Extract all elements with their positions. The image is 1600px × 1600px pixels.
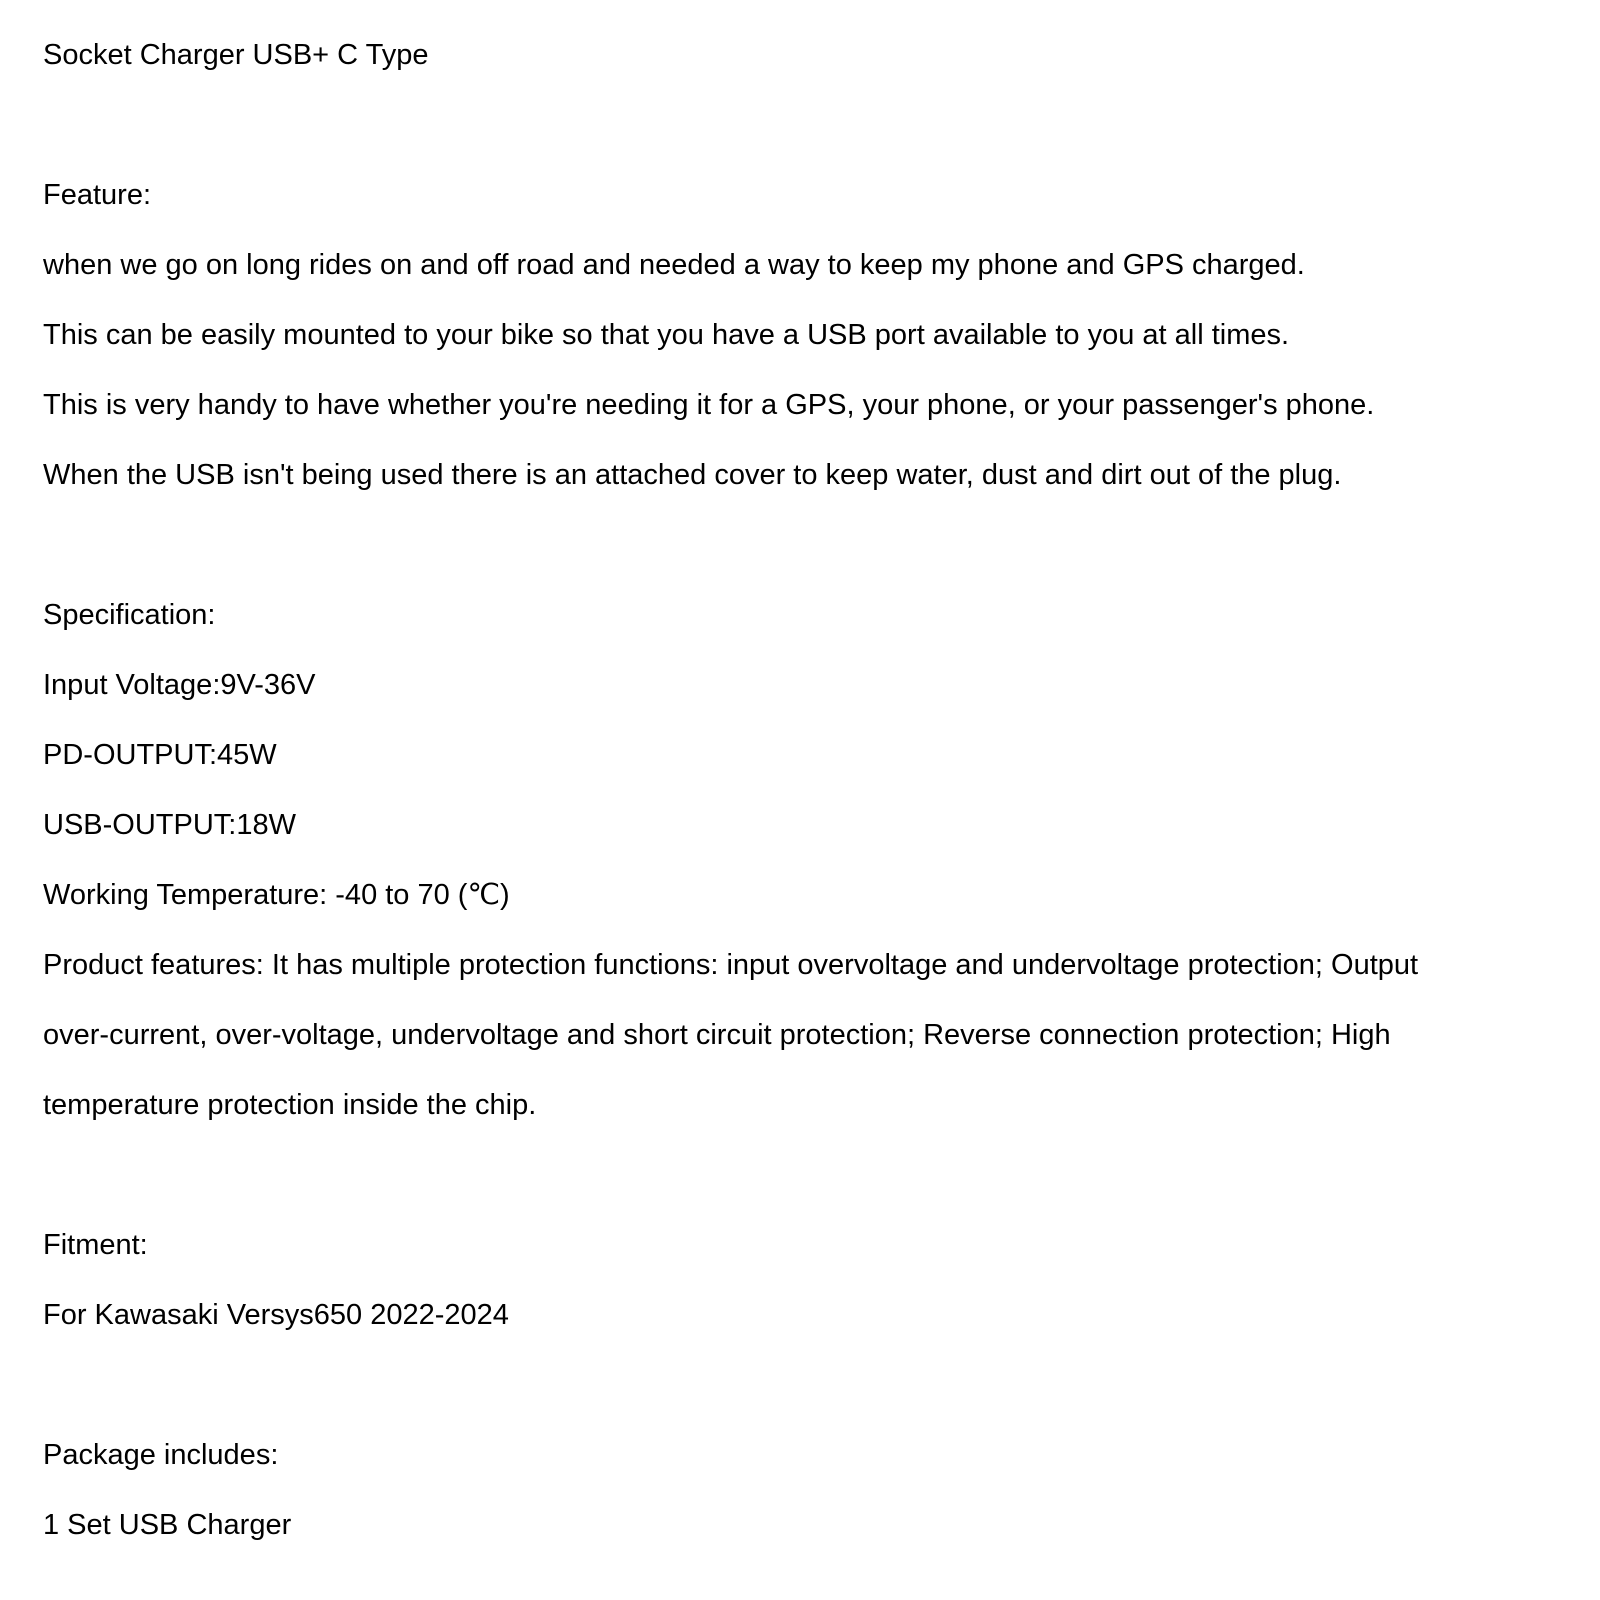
spec-product-features-line: temperature protection inside the chip. [43, 1089, 537, 1121]
section-fitment-heading: Fitment: [43, 1229, 148, 1261]
feature-text-line: When the USB isn't being used there is an attached cover to keep water, dust and dirt out of the plug. [43, 459, 1342, 491]
spec-input-voltage: Input Voltage:9V-36V [43, 669, 316, 701]
feature-text-line: This can be easily mounted to your bike so that you have a USB port available to you at all times. [43, 319, 1290, 351]
section-feature-heading: Feature: [43, 179, 151, 211]
feature-text-line: when we go on long rides on and off road and needed a way to keep my phone and GPS charged. [43, 249, 1305, 281]
spec-working-temperature: Working Temperature: -40 to 70 (℃) [43, 879, 510, 911]
fitment-text-line: For Kawasaki Versys650 2022-2024 [43, 1299, 509, 1331]
package-includes-text-line: 1 Set USB Charger [43, 1509, 292, 1541]
section-fitment [43, 1210, 1570, 1350]
spec-product-features-line: Product features: It has multiple protection functions: input overvoltage and undervoltage protection; Output [43, 949, 1419, 981]
section-package-includes-heading: Package includes: [43, 1439, 279, 1471]
section-feature [43, 160, 1570, 510]
feature-text-line: This is very handy to have whether you're needing it for a GPS, your phone, or your passenger's phone. [43, 389, 1375, 421]
section-package-includes [43, 1420, 1570, 1560]
spec-product-features-line: over-current, over-voltage, undervoltage and short circuit protection; Reverse connection protection; High [43, 1019, 1391, 1051]
product-title: Socket Charger USB+ C Type [43, 39, 429, 71]
spec-pd-output: PD-OUTPUT:45W [43, 739, 277, 771]
spec-usb-output: USB-OUTPUT:18W [43, 809, 296, 841]
section-specification [43, 580, 1570, 1140]
section-specification-heading: Specification: [43, 599, 216, 631]
